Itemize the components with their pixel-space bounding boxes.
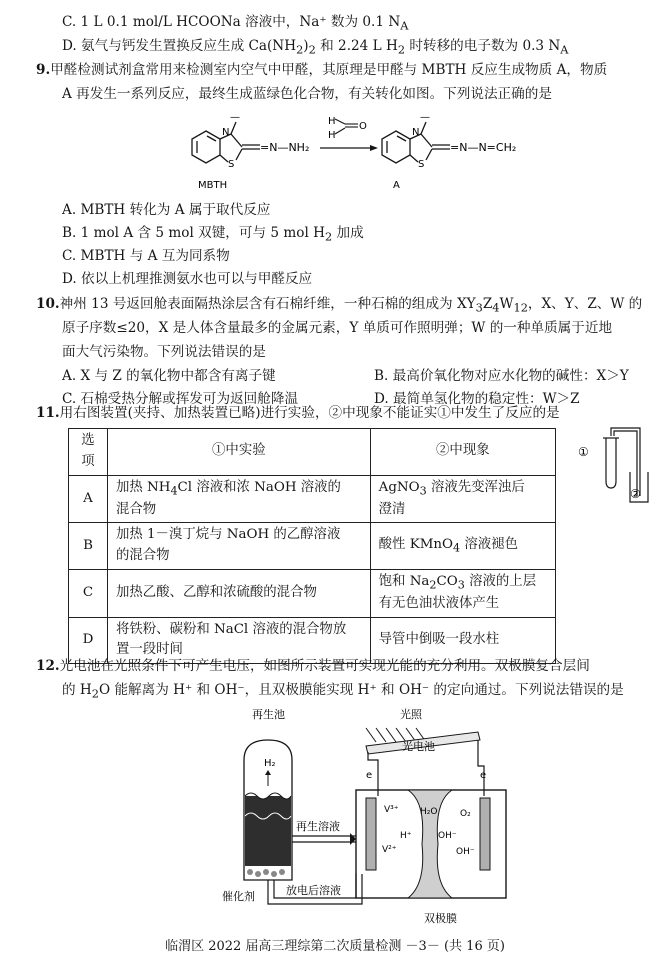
tube2-label: ② <box>630 487 641 501</box>
row-experiment: 加热 $NH_4Cl$ 溶液和浓 NaOH 溶液的 混合物 <box>108 475 371 523</box>
q11-number: 11. <box>36 405 60 421</box>
a-chain: =N—N=CH₂ <box>450 141 517 154</box>
table-row <box>69 569 556 617</box>
row-observation: AgNO$_3$ 溶液先变浑浊后 澄清 <box>370 475 555 523</box>
table-header-row <box>69 429 556 476</box>
right-electrode <box>480 798 490 870</box>
q9-reaction-scheme <box>170 104 560 196</box>
left-electrode <box>366 798 376 870</box>
water-label: H₂O <box>420 807 438 817</box>
regen-solution-label: 再生溶液 <box>296 820 340 833</box>
q10-stem-line1: 10.神州 13 号返回舱表面隔热涂层含有石棉纤维，一种石棉的组成为 $XY_3Z_4W_{12}$，X、Y、Z、W 的 <box>36 296 643 315</box>
page-footer: 临渭区 2022 届高三理综第二次质量检测 －3－ (共 16 页) <box>165 939 505 954</box>
header-observation: ②中现象 <box>370 429 555 476</box>
q9-option-c: C. MBTH 与 A 互为同系物 <box>62 248 230 264</box>
q9-option-d: D. 依以上机理推测氨水也可以与甲醛反应 <box>62 271 313 287</box>
h2-label: H₂ <box>264 758 276 769</box>
q8-option-c: C. 1 L 0.1 mol/L HCOONa 溶液中，Na⁺ 数为 0.1 $N_A$ <box>62 14 409 33</box>
oh-mid-label: OH⁻ <box>438 831 457 841</box>
row-option: B <box>69 523 108 570</box>
q9-number: 9. <box>36 62 51 78</box>
svg-text:S: S <box>418 159 425 170</box>
h-plus-label: H⁺ <box>400 831 412 841</box>
light-label: 光照 <box>400 708 422 721</box>
q12-number: 12. <box>36 658 60 674</box>
q9-stem-line1: 9.甲醛检测试剂盒常用来检测室内空气中甲醛，其原理是甲醛与 MBTH 反应生成物质 A，物质 <box>36 62 608 78</box>
electron-left: e <box>366 770 373 781</box>
q11-options-table <box>68 428 556 664</box>
a-methyl: — <box>420 112 430 123</box>
q11-apparatus-diagram <box>570 426 662 506</box>
row-experiment: 将铁粉、碳粉和 NaCl 溶液的混合物放 置一段时间 <box>108 617 371 664</box>
mbth-n-ring: N <box>222 127 230 138</box>
tube1-label: ① <box>578 445 589 459</box>
a-label: A <box>393 180 400 191</box>
svg-text:S: S <box>228 159 235 170</box>
row-experiment: 加热 1－溴丁烷与 NaOH 的乙醇溶液 的混合物 <box>108 523 371 570</box>
row-option: C <box>69 569 108 617</box>
svg-text:N: N <box>412 127 420 138</box>
q9-stem-line2: A 再发生一系列反应，最终生成蓝绿色化合物，有关转化如图。下列说法正确的是 <box>62 86 552 102</box>
q10-stem-line2: 原子序数≤20，X 是人体含量最多的金属元素，Y 单质可作照明弹；W 的一种单质属于近地 <box>62 320 613 336</box>
q12-stem-line1: 12.光电池在光照条件下可产生电压，如图所示装置可实现光能的充分利用。双极膜复合层间 <box>36 658 590 674</box>
q12-stem-line2: 的 $H_2O$ 能解离为 H⁺ 和 OH⁻，且双极膜能实现 H⁺ 和 OH⁻ 的定向通过。下列说法错误的是 <box>62 682 624 701</box>
oh-right-label: OH⁻ <box>456 847 475 857</box>
row-observation: 导管中倒吸一段水柱 <box>370 617 555 664</box>
q10-stem-line3: 面大气污染物。下列说法错误的是 <box>62 344 266 360</box>
discharged-solution-label: 放电后溶液 <box>286 884 341 897</box>
table-row <box>69 617 556 664</box>
row-option: A <box>69 475 108 523</box>
q10-number: 10. <box>36 296 60 312</box>
catalyst-label: 催化剂 <box>222 890 255 903</box>
reagent-o: O <box>359 121 367 132</box>
q9-option-a: A. MBTH 转化为 A 属于取代反应 <box>62 202 271 218</box>
header-option: 选项 <box>69 429 108 476</box>
row-experiment: 加热乙酸、乙醇和浓硫酸的混合物 <box>108 569 371 617</box>
q11-stem: 11.用右图装置(夹持、加热装置已略)进行实验，②中现象不能证实①中发生了反应的是 <box>36 405 560 421</box>
v2-label: V²⁺ <box>382 845 397 855</box>
q8-option-d: D. 氨气与钙发生置换反应生成 $Ca(NH_2)_2$ 和 2.24 L $H_2$ 时转移的电子数为 0.3 $N_A$ <box>62 38 569 57</box>
v3-label: V³⁺ <box>384 805 399 815</box>
bipolar-membrane-label: 双极膜 <box>424 912 457 925</box>
mbth-chain: =N—NH₂ <box>260 141 310 154</box>
mbth-label: MBTH <box>198 180 228 191</box>
table-row <box>69 523 556 570</box>
reagent-h2: H <box>328 130 336 141</box>
mbth-methyl: — <box>230 112 240 123</box>
row-observation: 酸性 KMnO$_4$ 溶液褪色 <box>370 523 555 570</box>
row-option: D <box>69 617 108 664</box>
table-row <box>69 475 556 523</box>
q10-option-a: A. X 与 Z 的氧化物中都含有离子键 <box>62 368 276 384</box>
q9-option-b: B. 1 mol A 含 5 mol 双键，可与 5 mol $H_2$ 加成 <box>62 225 364 244</box>
q12-apparatus-diagram <box>216 704 516 930</box>
o2-label: O₂ <box>460 809 471 819</box>
q10-option-d: D. 最简单氢化物的稳定性：W＞Z <box>374 391 580 407</box>
electron-right: e <box>480 770 487 781</box>
photocell-label: 光电池 <box>402 740 435 753</box>
header-experiment: ①中实验 <box>108 429 371 476</box>
reagent-h: H <box>328 116 336 127</box>
regen-tank-label: 再生池 <box>252 708 285 721</box>
row-observation: 饱和 $Na_2CO_3$ 溶液的上层 有无色油状液体产生 <box>370 569 555 617</box>
q10-option-b: B. 最高价氧化物对应水化物的碱性：X＞Y <box>374 368 629 384</box>
q10-option-c: C. 石棉受热分解或挥发可为返回舱降温 <box>62 391 299 407</box>
